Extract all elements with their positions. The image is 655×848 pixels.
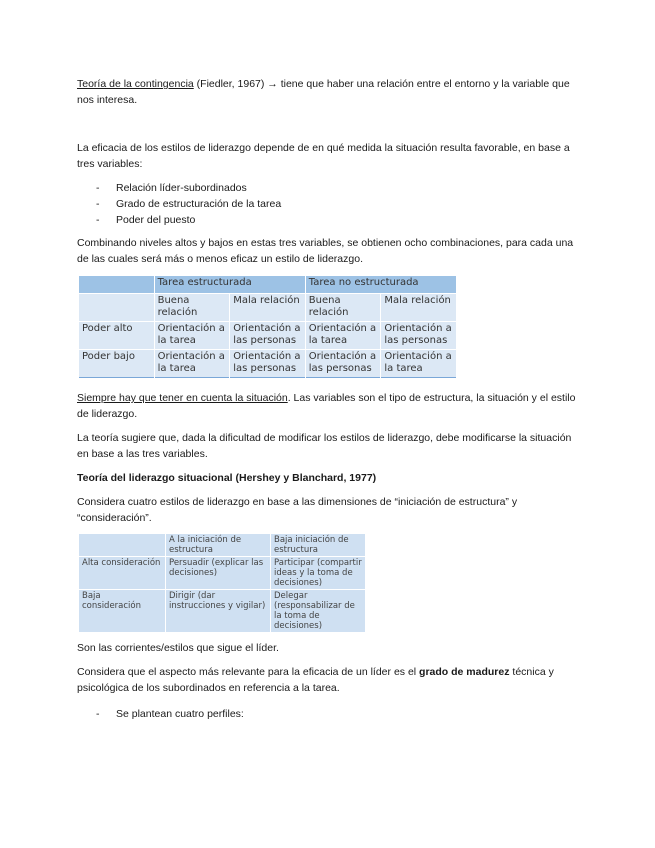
table-cell: Mala relación [230,294,306,322]
table-cell: Orientación a la tarea [381,350,456,378]
maturity-bold: grado de madurez [419,666,510,678]
dash-marker: - [96,198,100,210]
situational-leadership-heading: Teoría del liderazgo situacional (Hershey y Blanchard, 1977) [77,472,377,484]
table-cell: Baja consideración [79,590,166,633]
table-cell: Orientación a las personas [305,350,381,378]
list-item-label: Relación líder-subordinados [116,182,247,194]
contingency-theory-paragraph [77,76,577,108]
dash-marker: - [96,182,100,194]
table-cell: Persuadir (explicar las decisiones) [166,557,271,590]
dash-marker: - [96,214,100,226]
table-cell: Mala relación [381,294,456,322]
list-item-label: Grado de estructuración de la tarea [116,198,282,210]
table-cell: Orientación a la tarea [154,322,230,350]
table-row [79,350,457,378]
table-cell: Buena relación [154,294,230,322]
list-item [77,196,281,212]
table-row [79,557,366,590]
contingency-table [78,275,456,378]
table-cell: Orientación a la tarea [305,322,381,350]
profiles-list [77,706,244,722]
situation-text: . Las variables son el tipo de estructura, la situación y el estilo de liderazgo. [77,392,576,420]
table-cell: Poder alto [79,322,155,350]
maturity-paragraph [77,664,577,696]
dash-marker: - [96,708,100,720]
four-styles-paragraph: Considera cuatro estilos de liderazgo en base a las dimensiones de “iniciación de estructura” y “consideración”. [77,496,518,524]
table-cell: Delegar (responsabilizar de la toma de decisiones) [271,590,366,633]
list-item [77,212,281,228]
theory-suggests-paragraph: La teoría sugiere que, dada la dificultad de modificar los estilos de liderazgo, debe modificarse la situación en base a las tres variables. [77,432,572,460]
table-row [79,590,366,633]
variables-list [77,180,281,228]
table-header-cell [79,534,166,557]
combinations-paragraph: Combinando niveles altos y bajos en estas tres variables, se obtienen ocho combinaciones, para cada una de las cuales será más o menos eficaz un estilo de liderazgo. [77,237,574,265]
situation-paragraph [77,390,577,422]
table-cell: Orientación a las personas [230,322,306,350]
list-item [77,706,244,722]
table-cell: Buena relación [305,294,381,322]
efficacy-paragraph: La eficacia de los estilos de liderazgo depende de en qué medida la situación resulta favorable, en base a tres variables: [77,142,570,170]
table-header-cell: A la iniciación de estructura [166,534,271,557]
table-cell [79,294,155,322]
maturity-text-a: Considera que el aspecto más relevante para la eficacia de un líder es el [77,666,420,678]
maturity-text-b: técnica y psicológica de los subordinados en referencia a la tarea. [77,666,554,694]
contingency-theory-text: (Fiedler, 1967) → tiene que haber una relación entre el entorno y la variable que nos interesa. [77,78,570,106]
currents-paragraph: Son las corrientes/estilos que sigue el líder. [77,642,279,654]
table-header-row [79,276,457,294]
table-cell: Orientación a las personas [381,322,456,350]
list-item-label: Poder del puesto [116,214,196,226]
table-cell: Alta consideración [79,557,166,590]
leadership-styles-table [78,533,366,633]
table-cell: Dirigir (dar instrucciones y vigilar) [166,590,271,633]
list-item [77,180,281,196]
table-header-cell [79,276,155,294]
table-header-row [79,534,366,557]
table-header-cell: Baja iniciación de estructura [271,534,366,557]
situation-heading: Siempre hay que tener en cuenta la situación [77,392,288,404]
table-header-cell: Tarea estructurada [154,276,305,294]
table-cell: Orientación a las personas [230,350,306,378]
table-cell: Orientación a la tarea [154,350,230,378]
table-row [79,294,457,322]
table-cell: Participar (compartir ideas y la toma de decisiones) [271,557,366,590]
list-item-label: Se plantean cuatro perfiles: [116,708,244,720]
contingency-theory-heading: Teoría de la contingencia [77,78,194,90]
table-row [79,322,457,350]
table-header-cell: Tarea no estructurada [305,276,456,294]
table-cell: Poder bajo [79,350,155,378]
